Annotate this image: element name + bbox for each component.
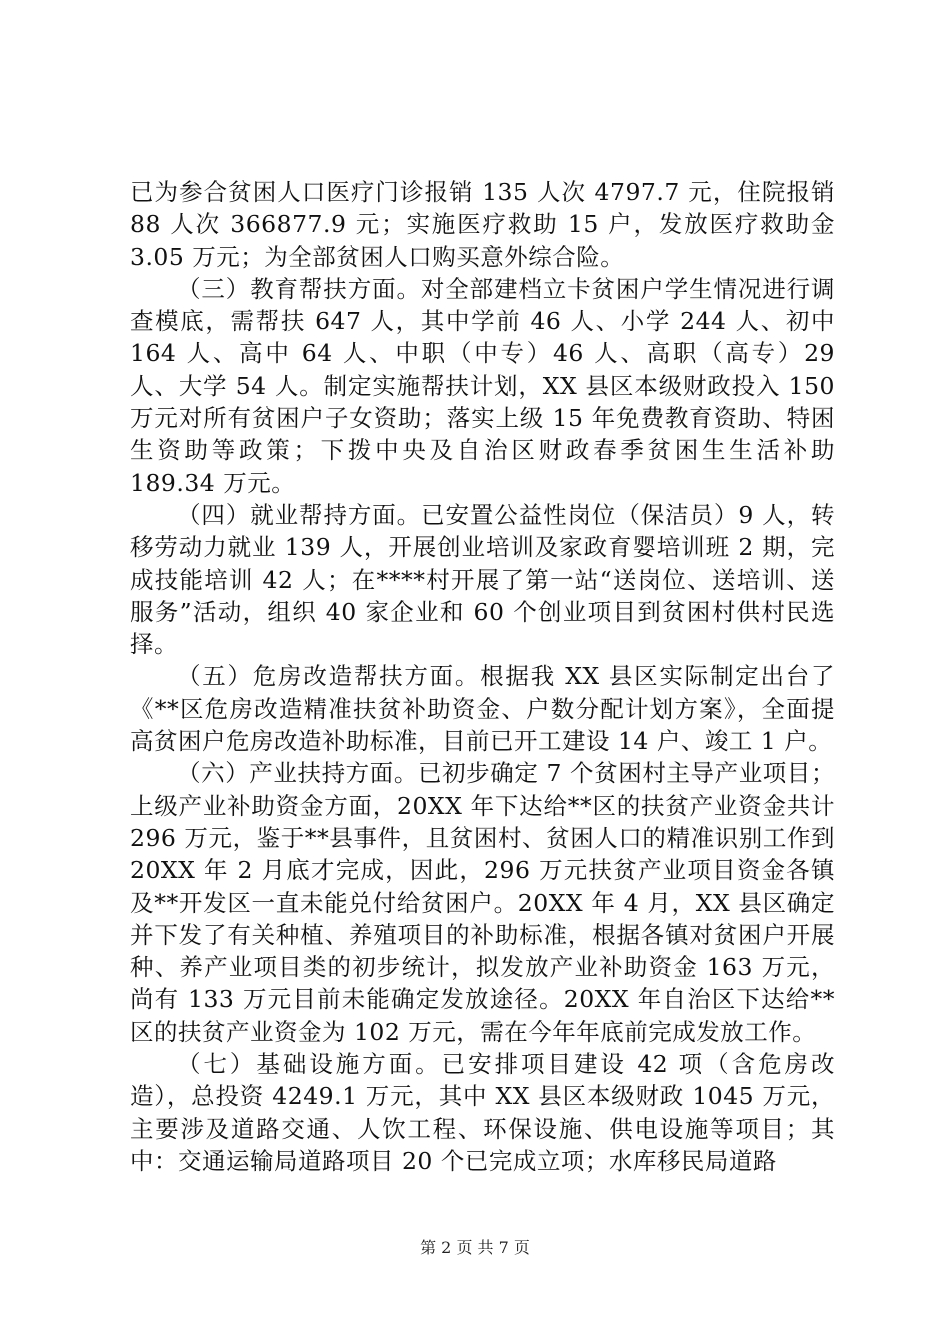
paragraph-medical-continuation: 已为参合贫困人口医疗门诊报销 135 人次 4797.7 元，住院报销 88 人次 366877.9 元；实施医疗救助 15 户，发放医疗救助金 3.05 万元；为全部贫困人口购买意外综合险。	[130, 178, 835, 271]
paragraph-education-support: （三）教育帮扶方面。对全部建档立卡贫困户学生情况进行调查模底，需帮扶 647 人，其中学前 46 人、小学 244 人、初中 164 人、高中 64 人、中职（中专）46 人、高职（高专）29 人、大学 54 人。制定实施帮扶计划，XX 县区本级财政投入 150 万元对所有贫困户子女资助；落实上级 15 年免费教育资助、特困生资助等政策；下拨中央及自治区财政春季贫困生生活补助 189.34 万元。	[130, 274, 835, 497]
paragraph-employment-support: （四）就业帮持方面。已安置公益性岗位（保洁员）9 人，转移劳动力就业 139 人，开展创业培训及家政育婴培训班 2 期，完成技能培训 42 人；在****村开展了第一站“送岗位、送培训、送服务”活动，组织 40 家企业和 60 个创业项目到贫困村供村民选择。	[130, 500, 835, 659]
document-body	[130, 176, 835, 1177]
paragraph-industry-support: （六）产业扶持方面。已初步确定 7 个贫困村主导产业项目；上级产业补助资金方面，20XX 年下达给**区的扶贫产业资金共计 296 万元，鉴于**县事件，且贫困村、贫困人口的精准识别工作到 20XX 年 2 月底才完成，因此，296 万元扶贫产业项目资金各镇及**开发区一直未能兑付给贫困户。20XX 年 4 月，XX 县区确定并下发了有关种植、养殖项目的补助标准，根据各镇对贫困户开展种、养产业项目类的初步统计，拟发放产业补助资金 163 万元，尚有 133 万元目前未能确定发放途径。20XX 年自治区下达给**区的扶贫产业资金为 102 万元，需在今年年底前完成发放工作。	[130, 759, 835, 1046]
page-footer: 第 2 页 共 7 页	[420, 1238, 530, 1257]
paragraph-infrastructure: （七）基础设施方面。已安排项目建设 42 项（含危房改造），总投资 4249.1 万元，其中 XX 县区本级财政 1045 万元，主要涉及道路交通、人饮工程、环保设施、供电设施等项目；其中：交通运输局道路项目 20 个已完成立项；水库移民局道路	[130, 1050, 835, 1175]
paragraph-housing-renovation: （五）危房改造帮扶方面。根据我 XX 县区实际制定出台了《**区危房改造精准扶贫补助资金、户数分配计划方案》，全面提高贫困户危房改造补助标准，目前已开工建设 14 户、竣工 1 户。	[130, 662, 835, 756]
